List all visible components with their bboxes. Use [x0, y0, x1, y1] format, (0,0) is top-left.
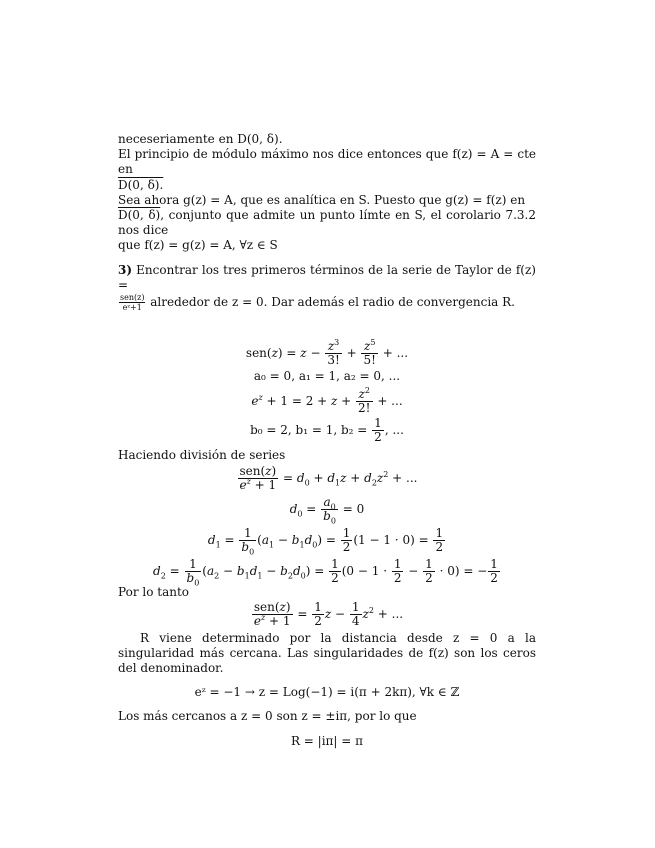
- problem-number: 3): [118, 262, 133, 277]
- problem-frac-den: eᶻ+1: [122, 303, 142, 313]
- eq-d1: $d_1$ = $\frac{1}{b_0}$ $(a_1 - b_1d_0)$ = $\frac{1}{2}$ (1 − 1 · 0) = $\frac{1}{2}$: [207, 526, 444, 557]
- para-3-line-c: que f(z) = g(z) = A, ∀z ∈ S: [118, 238, 278, 253]
- eq-radius: R = |iπ| = π: [290, 733, 364, 748]
- eq-d2: $d_2$ = $\frac{1}{b_0}$ $(a_2 - b_1d_1 - b_2d_0)$ = $\frac{1}{2}$ (0 − 1 · $\frac{1}{2}$ − $\frac{1}{2}$ · 0) = − $\frac{1}{2}$: [153, 557, 498, 588]
- para-1: neceseriamente en D(0, δ).: [118, 132, 283, 146]
- para-3: [118, 193, 536, 254]
- para-2-line-a: El principio de módulo máximo nos dice entonces que f(z) = A = cte en: [118, 147, 536, 177]
- problem-statement-b: alrededor de z = 0. Dar además el radio de convergencia R.: [150, 295, 515, 310]
- closure-disk: D(0, δ): [118, 208, 161, 223]
- eq-d0: $d_0$ = $\frac{a_0}{b_0}$ = 0: [289, 495, 365, 526]
- para-radius: R viene determinado por la distancia desde z = 0 a la singularidad más cercana. Las singularidades de f(z) son los ceros del denominador.: [118, 630, 536, 676]
- eq-result-series: $\frac{\text{sen(z)}}{e^z + 1}$ = $\frac{1}{2}$ z − $\frac{1}{4}$ $z^2$ + ...: [253, 599, 404, 628]
- eq-singularities: eᶻ = −1 → z = Log(−1) = i(π + 2kπ), ∀k ∈ ℤ: [194, 685, 460, 700]
- problem-3: [118, 263, 536, 312]
- para-3-line-b: , conjunto que admite un punto límte en S, el corolario 7.3.2 nos dice: [118, 208, 536, 238]
- eq-exp-series: $e^z + 1 = 2 + z$ + $\frac{z^2}{2!}$ + ...: [251, 386, 403, 416]
- para-2-line-b: D(0, δ).: [118, 177, 164, 192]
- para-haciendo: Haciendo división de series: [118, 448, 286, 463]
- eq-sen-series: sen(z) = z − $\frac{z^3}{3!}$ + $\frac{z^5}{5!}$ + ...: [245, 338, 409, 368]
- document-page: [118, 132, 536, 749]
- para-3-line-a: Sea ahora g(z) = A, que es analítica en S. Puesto que g(z) = f(z) en: [118, 192, 526, 207]
- eq-a-coeffs: a₀ = 0, a₁ = 1, a₂ = 0, ...: [253, 369, 401, 384]
- problem-statement-a: Encontrar los tres primeros términos de la serie de Taylor de f(z) =: [118, 262, 536, 292]
- eq-division: $\frac{\text{sen(z)}}{e^z + 1}$ = $d_0 + d_1z + d_2z^2$ + ...: [239, 464, 418, 493]
- para-porlotanto: Por lo tanto: [118, 585, 189, 600]
- eq-b-text: b₀ = 2, b₁ = 1, b₂ =: [250, 423, 372, 438]
- eq-b-coeffs: b₀ = 2, b₁ = 1, b₂ = $\frac{1}{2}$ , ...: [250, 416, 404, 445]
- problem-frac-num: sen(z): [120, 293, 145, 303]
- problem-fraction: [119, 293, 145, 312]
- para-2: [118, 147, 536, 193]
- para-cercanos: Los más cercanos a z = 0 son z = ±iπ, por lo que: [118, 709, 417, 724]
